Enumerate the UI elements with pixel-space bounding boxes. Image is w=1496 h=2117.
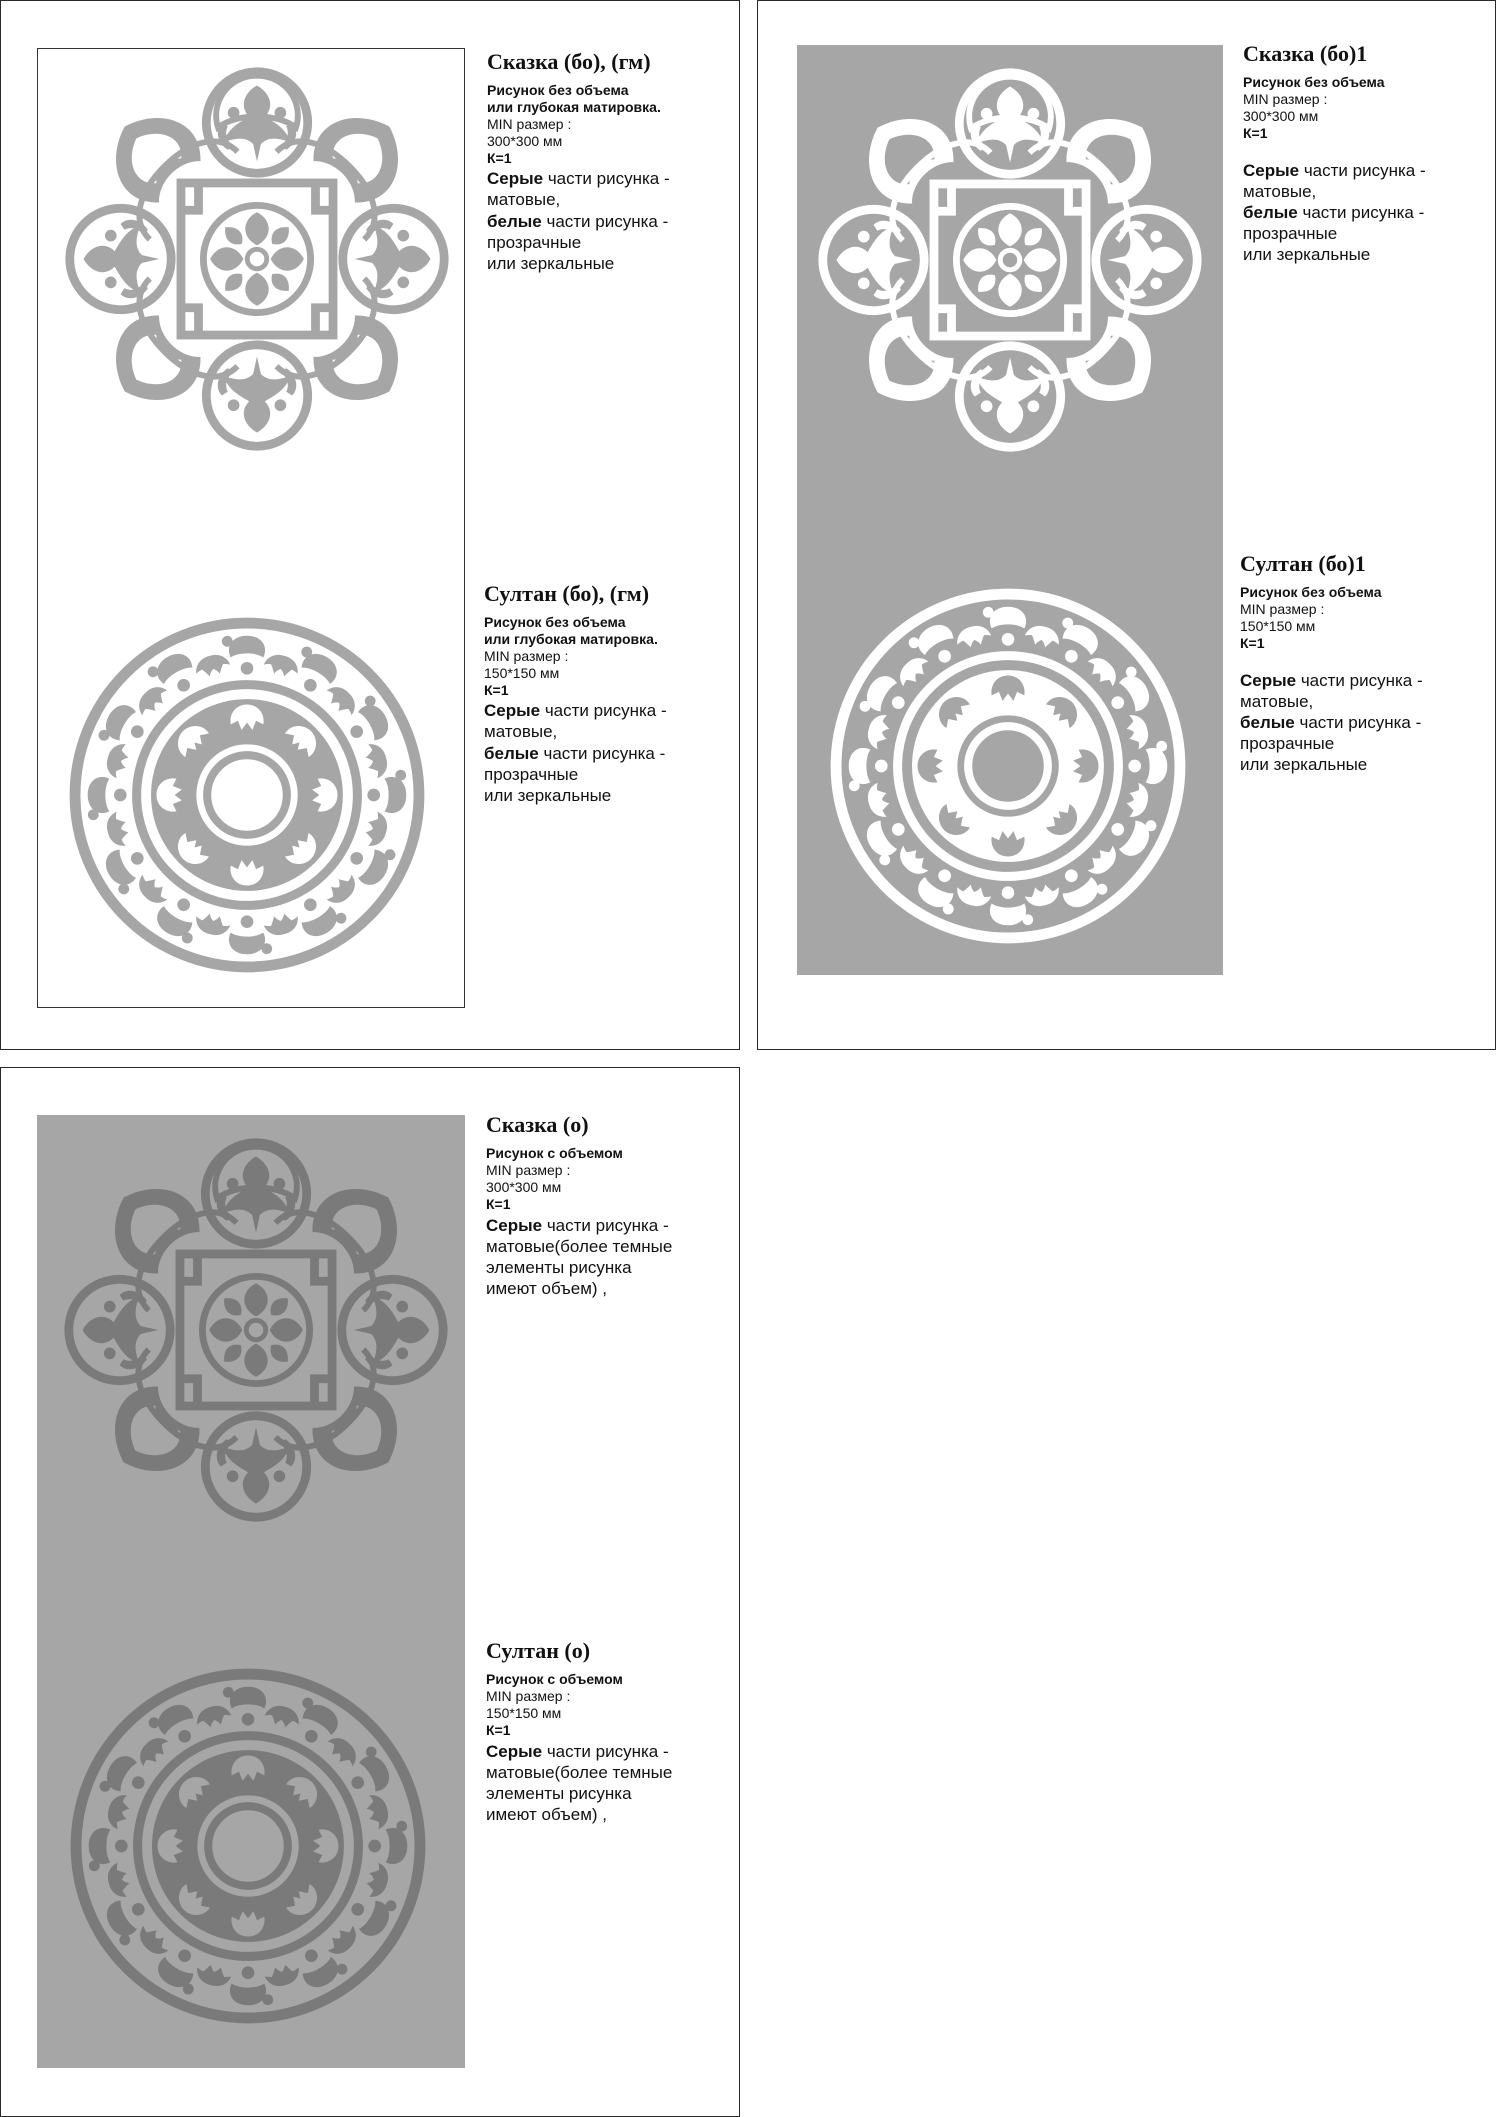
- min-size-value: 150*150 мм: [486, 1704, 562, 1721]
- min-size-label: MIN размер :: [487, 115, 572, 132]
- skazka-ornament: [62, 64, 452, 454]
- skazka-title: Сказка (бо)1: [1243, 41, 1368, 66]
- min-size-value: 300*300 мм: [486, 1178, 562, 1195]
- sub-line: или глубокая матировка.: [487, 99, 661, 116]
- min-size-value: 150*150 мм: [484, 664, 560, 681]
- min-size-value: 150*150 мм: [1240, 617, 1316, 634]
- sultan-title: Султан (бо)1: [1240, 551, 1366, 576]
- min-size-label: MIN размер :: [1240, 601, 1325, 618]
- legend-text: Серые части рисунка - матовые, белые части рисунка - прозрачные или зеркальные: [1240, 670, 1423, 774]
- min-size-label: MIN размер :: [486, 1162, 571, 1179]
- legend-text: Серые части рисунка - матовые, белые части рисунка - прозрачные или зеркальные: [484, 701, 667, 805]
- sample-panel-2: [757, 0, 1496, 1050]
- sub-line: Рисунок с объемом: [486, 1671, 623, 1688]
- legend-text: Серые части рисунка - матовые(более темные элементы рисунка имеют объем) ,: [486, 1741, 673, 1824]
- sultan-ornament: [67, 1665, 429, 2027]
- glass-sheet-grey: [37, 1115, 465, 2068]
- k-coefficient: К=1: [487, 149, 512, 166]
- sultan-description: [486, 1638, 736, 1825]
- k-coefficient: К=1: [486, 1721, 511, 1738]
- k-coefficient: К=1: [484, 681, 509, 698]
- skazka-title: Сказка (бо), (гм): [487, 49, 651, 74]
- min-size-value: 300*300 мм: [1243, 107, 1319, 124]
- skazka-ornament: [61, 1135, 451, 1525]
- skazka-description: [487, 49, 737, 274]
- sultan-title: Султан (бо), (гм): [484, 581, 650, 606]
- k-coefficient: К=1: [486, 1195, 511, 1212]
- k-coefficient: К=1: [1243, 124, 1268, 141]
- sultan-description: [484, 581, 734, 806]
- min-size-label: MIN размер :: [484, 647, 569, 664]
- k-coefficient: К=1: [1240, 634, 1265, 651]
- glass-sheet-white: [37, 48, 465, 1008]
- sultan-ornament: [827, 585, 1189, 947]
- legend-text: Серые части рисунка - матовые, белые части рисунка - прозрачные или зеркальные: [1243, 160, 1426, 264]
- sub-line: Рисунок с объемом: [486, 1145, 623, 1162]
- legend-text: Серые части рисунка - матовые, белые части рисунка - прозрачные или зеркальные: [487, 169, 670, 273]
- sub-line: Рисунок без объема: [484, 614, 626, 631]
- sub-line: или глубокая матировка.: [484, 631, 658, 648]
- skazka-ornament: [815, 65, 1205, 455]
- sample-panel-1: [0, 0, 740, 1050]
- sample-panel-3: [0, 1067, 740, 2117]
- min-size-value: 300*300 мм: [487, 132, 563, 149]
- sub-line: Рисунок без объема: [1240, 584, 1382, 601]
- sultan-ornament: [66, 614, 428, 976]
- sultan-description: [1240, 551, 1490, 775]
- sultan-title: Султан (о): [486, 1638, 591, 1663]
- legend-text: Серые части рисунка - матовые(более темные элементы рисунка имеют объем) ,: [486, 1215, 673, 1298]
- sub-line: Рисунок без объема: [1243, 74, 1385, 91]
- min-size-label: MIN размер :: [1243, 91, 1328, 108]
- min-size-label: MIN размер :: [486, 1688, 571, 1705]
- sub-line: Рисунок без объема: [487, 82, 629, 99]
- glass-sheet-grey: [797, 45, 1223, 975]
- skazka-description: [486, 1112, 736, 1299]
- skazka-title: Сказка (о): [486, 1112, 589, 1137]
- skazka-description: [1243, 41, 1493, 265]
